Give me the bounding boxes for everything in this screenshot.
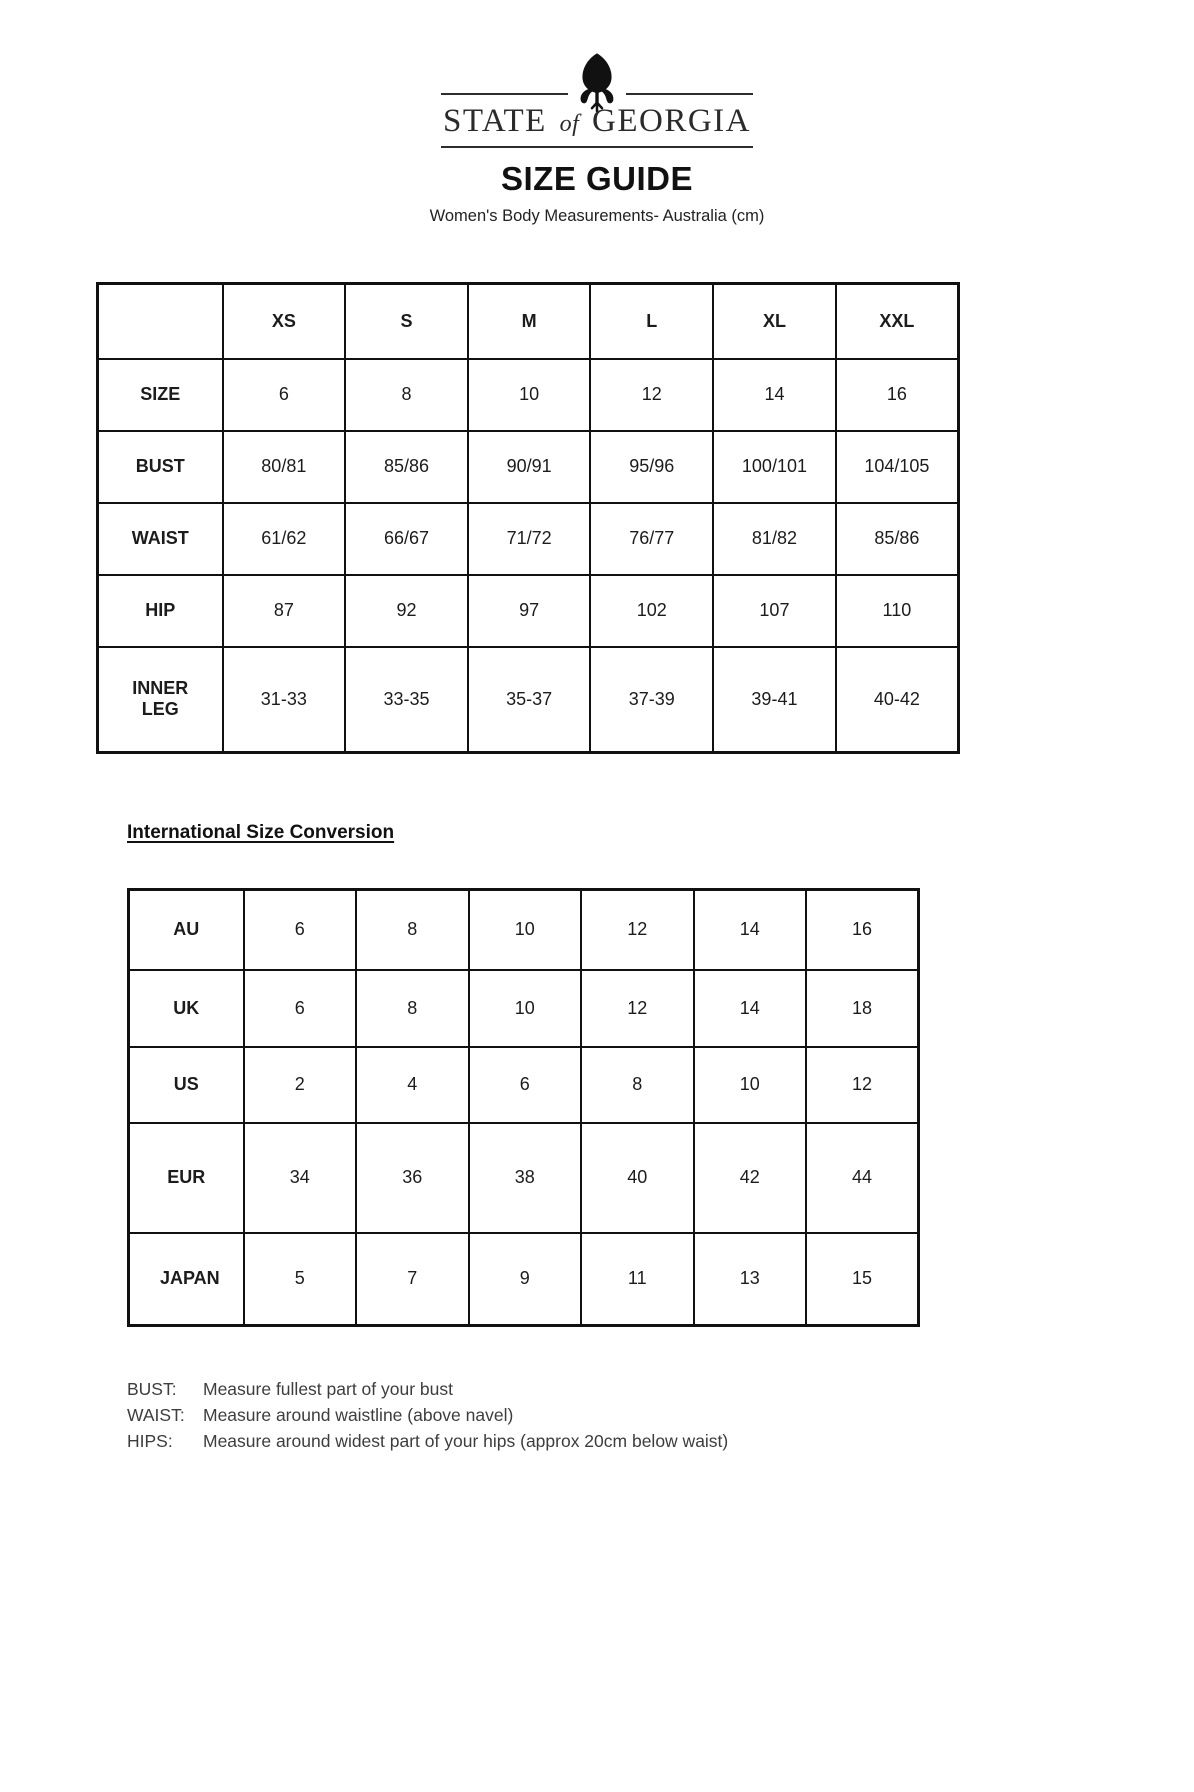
brand-logo [441,52,753,148]
column-header-xs: XS [223,284,346,359]
conversion-heading: International Size Conversion [127,822,395,843]
table-cell: 36 [356,1123,469,1233]
row-label-cell: UK [129,970,244,1047]
table-row-size [98,359,959,431]
note-text: Measure fullest part of your bust [203,1379,453,1399]
table-cell: 7 [356,1233,469,1326]
table-cell: 12 [581,890,694,970]
brand-name-state: STATE [442,103,547,139]
table-cell: 13 [694,1233,807,1326]
table-cell: 6 [223,359,346,431]
column-header-xxl: XXL [836,284,959,359]
table-cell: 14 [694,970,807,1047]
table-cell: 44 [806,1123,919,1233]
table-cell: 6 [469,1047,582,1123]
table-row-us [129,1047,919,1123]
table-cell: 10 [469,890,582,970]
table-cell: 97 [468,575,591,647]
logo-rule-bottom [441,146,753,148]
size-guide-page [0,52,1194,1455]
table-cell: 110 [836,575,959,647]
column-header-l: L [590,284,713,359]
column-header-s: S [345,284,468,359]
row-label-cell: INNER LEG [98,647,223,753]
table-cell: 2 [244,1047,357,1123]
table-cell: 16 [836,359,959,431]
table-cell: 6 [244,890,357,970]
table-cell: 8 [345,359,468,431]
table-cell: 15 [806,1233,919,1326]
page-subtitle: Women's Body Measurements- Australia (cm) [429,207,765,225]
table-row-inner-leg [98,647,959,753]
table-cell: 31-33 [223,647,346,753]
measurements-header-row [98,284,959,359]
table-cell: 107 [713,575,836,647]
table-cell: 66/67 [345,503,468,575]
table-cell: 42 [694,1123,807,1233]
table-row-japan [129,1233,919,1326]
table-cell: 85/86 [345,431,468,503]
table-cell: 16 [806,890,919,970]
note-bust [127,1377,1194,1403]
brand-header [0,52,1194,226]
table-cell: 35-37 [468,647,591,753]
note-text: Measure around waistline (above navel) [203,1404,514,1425]
table-cell: 61/62 [223,503,346,575]
table-cell: 85/86 [836,503,959,575]
measurements-table [96,282,960,754]
table-cell: 8 [581,1047,694,1123]
table-cell: 40 [581,1123,694,1233]
table-cell: 18 [806,970,919,1047]
table-cell: 102 [590,575,713,647]
note-label: BUST: [127,1379,177,1399]
table-cell: 10 [469,970,582,1047]
row-label-cell: SIZE [98,359,223,431]
blank-corner-cell [98,284,223,359]
column-header-m: M [468,284,591,359]
brand-name-georgia: GEORGIA [592,103,751,139]
table-cell: 87 [223,575,346,647]
table-cell: 5 [244,1233,357,1326]
table-cell: 14 [713,359,836,431]
table-cell: 38 [469,1123,582,1233]
table-row-waist [98,503,959,575]
table-cell: 11 [581,1233,694,1326]
table-cell: 90/91 [468,431,591,503]
table-cell: 14 [694,890,807,970]
table-cell: 71/72 [468,503,591,575]
table-cell: 12 [590,359,713,431]
table-row-hip [98,575,959,647]
note-hips [127,1429,1194,1455]
table-cell: 92 [345,575,468,647]
table-cell: 8 [356,890,469,970]
table-row-uk [129,970,919,1047]
brand-name-of: of [559,111,580,137]
table-cell: 10 [468,359,591,431]
column-header-xl: XL [713,284,836,359]
table-cell: 37-39 [590,647,713,753]
table-cell: 6 [244,970,357,1047]
table-cell: 81/82 [713,503,836,575]
table-cell: 33-35 [345,647,468,753]
row-label-cell: AU [129,890,244,970]
table-cell: 10 [694,1047,807,1123]
conversion-table [127,888,920,1327]
table-cell: 39-41 [713,647,836,753]
brand-name [441,103,753,140]
table-row-au [129,890,919,970]
table-cell: 12 [806,1047,919,1123]
table-cell: 34 [244,1123,357,1233]
table-cell: 40-42 [836,647,959,753]
table-cell: 95/96 [590,431,713,503]
row-label-cell: BUST [98,431,223,503]
table-cell: 8 [356,970,469,1047]
table-cell: 4 [356,1047,469,1123]
note-text: Measure around widest part of your hips (approx 20cm below waist) [203,1430,729,1451]
row-label-cell: JAPAN [129,1233,244,1326]
row-label-cell: HIP [98,575,223,647]
row-label-cell: US [129,1047,244,1123]
table-row-bust [98,431,959,503]
measurement-notes [127,1377,1194,1455]
logo-top-row [441,52,753,98]
row-label-cell: EUR [129,1123,244,1233]
note-label: HIPS: [127,1430,173,1451]
table-cell: 104/105 [836,431,959,503]
row-label-cell: WAIST [98,503,223,575]
logo-rule-right [626,93,753,95]
table-row-eur [129,1123,919,1233]
table-cell: 80/81 [223,431,346,503]
logo-rule-left [441,93,568,95]
page-title: SIZE GUIDE [500,160,694,197]
table-cell: 9 [469,1233,582,1326]
table-cell: 12 [581,970,694,1047]
note-label: WAIST: [127,1404,185,1425]
table-cell: 100/101 [713,431,836,503]
note-waist [127,1403,1194,1429]
table-cell: 76/77 [590,503,713,575]
